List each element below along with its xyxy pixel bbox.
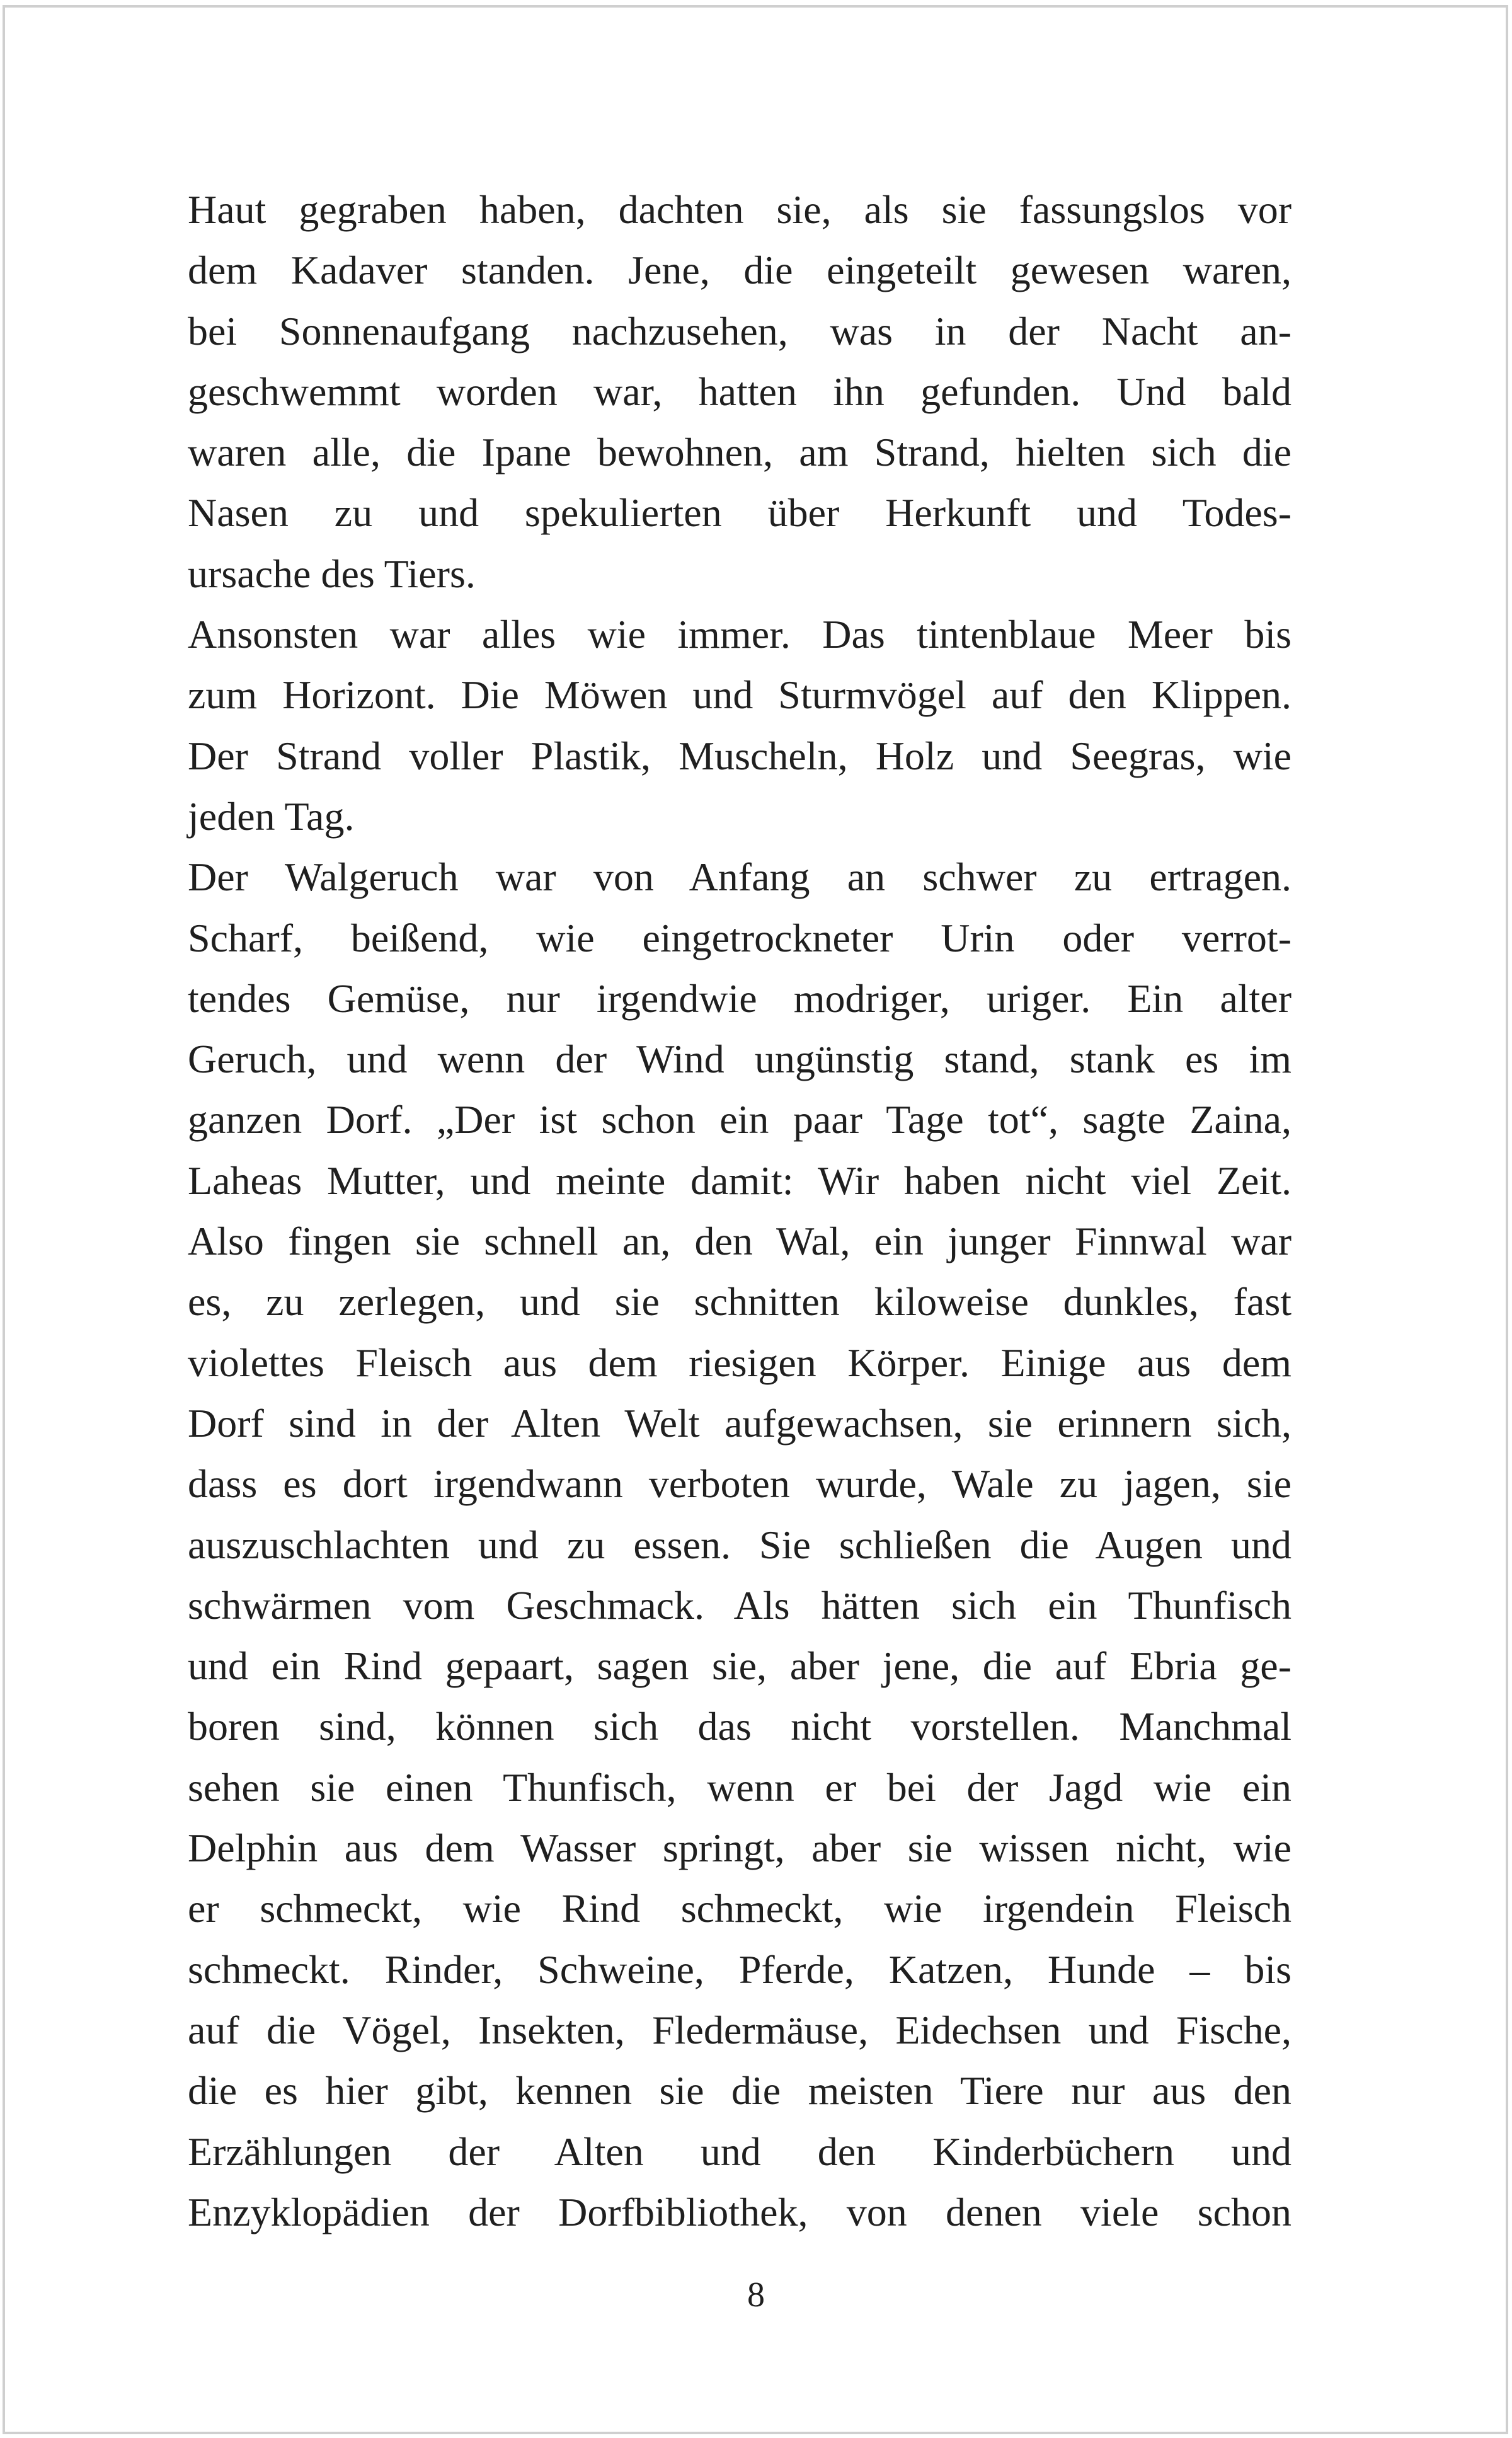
text-line: sehen sie einen Thunfisch, wenn er bei der Jagd wie ein xyxy=(188,1764,1292,1810)
page-number: 8 xyxy=(747,2275,765,2314)
text-line: Der Strand voller Plastik, Muscheln, Holz und Seegras, wie xyxy=(188,733,1292,778)
text-line: Nasen zu und spekulierten über Herkunft und Todes- xyxy=(188,490,1292,536)
text-line: ganzen Dorf. „Der ist schon ein paar Tage tot“, sagte Zaina, xyxy=(188,1097,1292,1142)
text-line: violettes Fleisch aus dem riesigen Körper. Einige aus dem xyxy=(188,1340,1292,1385)
text-line: auf die Vögel, Insekten, Fledermäuse, Eidechsen und Fische, xyxy=(188,2007,1292,2052)
body-text xyxy=(188,180,1292,2243)
text-line: und ein Rind gepaart, sagen sie, aber jene, die auf Ebria ge- xyxy=(188,1643,1292,1689)
text-line: Der Walgeruch war von Anfang an schwer zu ertragen. xyxy=(188,854,1292,900)
text-line: er schmeckt, wie Rind schmeckt, wie irgendein Fleisch xyxy=(188,1886,1292,1931)
text-line: Erzählungen der Alten und den Kinderbüchern und xyxy=(188,2129,1292,2174)
text-line: Geruch, und wenn der Wind ungünstig stand, stank es im xyxy=(188,1037,1292,1082)
text-line: ursache des Tiers. xyxy=(188,551,476,596)
text-line: Enzyklopädien der Dorfbibliothek, von denen viele schon xyxy=(188,2189,1292,2234)
text-line: Delphin aus dem Wasser springt, aber sie wissen nicht, wie xyxy=(188,1826,1292,1871)
text-line: Also fingen sie schnell an, den Wal, ein junger Finnwal war xyxy=(188,1219,1292,1264)
text-line: Laheas Mutter, und meinte damit: Wir haben nicht viel Zeit. xyxy=(188,1158,1292,1203)
text-line: schmeckt. Rinder, Schweine, Pferde, Katzen, Hunde – bis xyxy=(188,1946,1292,1992)
text-line: zum Horizont. Die Möwen und Sturmvögel auf den Klippen. xyxy=(188,672,1292,718)
text-line: dem Kadaver standen. Jene, die eingeteilt gewesen waren, xyxy=(188,248,1292,293)
text-line: geschwemmt worden war, hatten ihn gefunden. Und bald xyxy=(188,369,1292,414)
text-line: jeden Tag. xyxy=(188,793,355,839)
text-line: Dorf sind in der Alten Welt aufgewachsen, sie erinnern sich, xyxy=(188,1400,1292,1446)
text-line: Haut gegraben haben, dachten sie, als sie fassungslos vor xyxy=(188,187,1292,232)
text-line: boren sind, können sich das nicht vorstellen. Manchmal xyxy=(188,1704,1292,1749)
text-line: Scharf, beißend, wie eingetrockneter Urin oder verrot- xyxy=(188,915,1292,960)
text-line: bei Sonnenaufgang nachzusehen, was in der Nacht an- xyxy=(188,308,1292,354)
text-line: Ansonsten war alles wie immer. Das tintenblaue Meer bis xyxy=(188,612,1292,657)
text-line: es, zu zerlegen, und sie schnitten kiloweise dunkles, fast xyxy=(188,1279,1292,1325)
text-line: auszuschlachten und zu essen. Sie schließen die Augen und xyxy=(188,1522,1292,1567)
text-line: dass es dort irgendwann verboten wurde, Wale zu jagen, sie xyxy=(188,1461,1292,1507)
text-line: schwärmen vom Geschmack. Als hätten sich ein Thunfisch xyxy=(188,1582,1292,1628)
text-line: die es hier gibt, kennen sie die meisten Tiere nur aus den xyxy=(188,2068,1292,2113)
text-line: waren alle, die Ipane bewohnen, am Strand, hielten sich die xyxy=(188,430,1292,475)
text-line: tendes Gemüse, nur irgendwie modriger, uriger. Ein alter xyxy=(188,975,1292,1021)
